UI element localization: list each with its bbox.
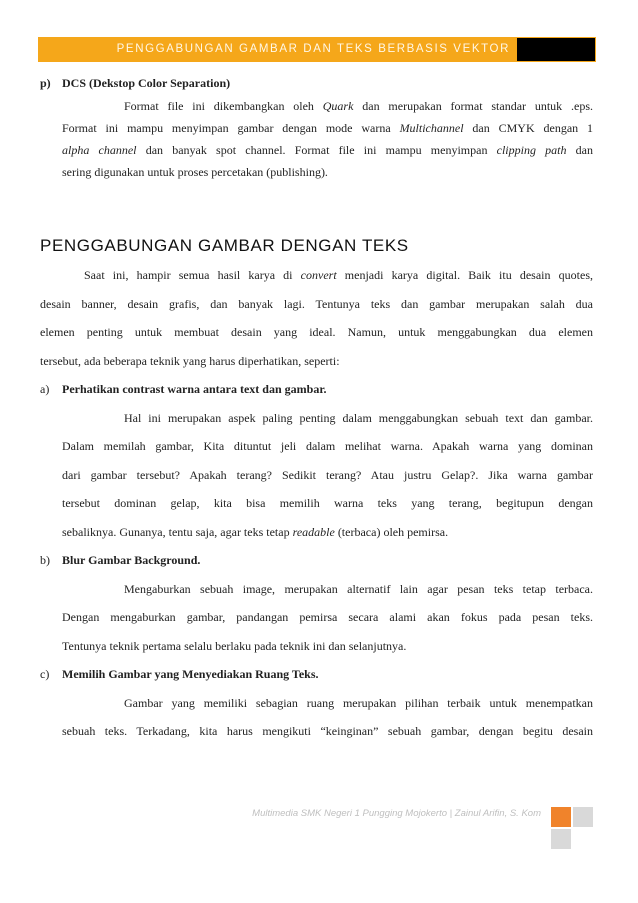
header-black-box — [516, 37, 596, 62]
section-title: PENGGABUNGAN GAMBAR DENGAN TEKS — [40, 236, 409, 255]
footer-text: Multimedia SMK Negeri 1 Pungging Mojokerto | Zainul Arifin, S. Kom — [252, 808, 541, 819]
item-c-label: c) — [40, 667, 50, 681]
item-c-heading — [40, 660, 593, 689]
paragraph-line: sebuah teks. Terkadang, kita harus mengikuti “keinginan” sebuah gambar, dengan begitu desain — [62, 724, 593, 738]
item-p-body — [40, 95, 593, 183]
item-a-title: Perhatikan contrast warna antara text dan gambar. — [62, 382, 327, 396]
footer-grey-square — [551, 829, 571, 849]
item-c — [40, 660, 593, 746]
item-p-title: DCS (Dekstop Color Separation) — [62, 76, 231, 90]
paragraph-line: Dengan mengaburkan gambar, pandangan pemirsa secara alami akan fokus pada pesan teks. — [62, 610, 593, 624]
item-a-label: a) — [40, 382, 50, 396]
item-b-label: b) — [40, 553, 50, 567]
paragraph-line: desain banner, desain grafis, dan banyak lagi. Tentunya teks dan gambar merupakan salah dua — [40, 296, 593, 311]
page-content — [40, 71, 593, 746]
item-b — [40, 546, 593, 660]
paragraph-line: Saat ini, hampir semua hasil karya di convert menjadi karya digital. Baik itu desain quotes, — [84, 268, 593, 282]
item-a-body — [40, 404, 593, 547]
item-c-body — [40, 689, 593, 746]
paragraph-line: tersebut, ada beberapa teknik yang harus diperhatikan, seperti: — [40, 353, 340, 368]
header-band — [38, 37, 596, 62]
paragraph-line: sering digunakan untuk proses percetakan (publishing). — [62, 165, 328, 179]
paragraph-line: dari gambar tersebut? Apakah terang? Sedikit terang? Atau justru Gelap?. Jika warna gambar — [62, 467, 593, 482]
paragraph-line: Mengaburkan sebuah image, merupakan alternatif lain agar pesan teks tetap terbaca. — [124, 581, 593, 596]
paragraph-line: alpha channel dan banyak spot channel. Format file ini mampu menyimpan clipping path dan — [62, 143, 594, 157]
paragraph-line: sebaliknya. Gunanya, tentu saja, agar teks tetap readable (terbaca) oleh pemirsa. — [62, 524, 449, 539]
paragraph-line: Tentunya teknik pertama selalu berlaku pada teknik ini dan selanjutnya. — [62, 638, 407, 653]
footer-grey-square — [573, 807, 593, 827]
item-b-title: Blur Gambar Background. — [62, 553, 201, 567]
item-b-body — [40, 575, 593, 661]
section-intro — [40, 261, 593, 375]
header-title: PENGGABUNGAN GAMBAR DAN TEKS BERBASIS VEKTOR — [116, 43, 510, 55]
item-a-heading — [40, 375, 593, 404]
paragraph-line: Format file ini dikembangkan oleh Quark dan merupakan format standar untuk .eps. — [124, 99, 593, 113]
footer-orange-square — [551, 807, 571, 827]
paragraph-line: Hal ini merupakan aspek paling penting dalam menggabungkan sebuah text dan gambar. — [124, 410, 593, 425]
paragraph-line: elemen penting untuk membuat desain yang ideal. Namun, untuk menggabungkan dua elemen — [40, 325, 593, 339]
item-p-heading — [40, 71, 593, 95]
item-c-title: Memilih Gambar yang Menyediakan Ruang Teks. — [62, 667, 319, 681]
item-p — [40, 71, 593, 183]
item-a — [40, 375, 593, 546]
paragraph-line: Format ini mampu menyimpan gambar dengan mode warna Multichannel dan CMYK dengan 1 — [62, 121, 594, 135]
item-b-heading — [40, 546, 593, 575]
paragraph-line: Gambar yang memiliki sebagian ruang merupakan pilihan terbaik untuk menempatkan — [124, 695, 593, 710]
item-p-label: p) — [40, 76, 51, 90]
paragraph-line: Dalam memilah gambar, Kita dituntut jeli dalam melihat warna. Apakah warna yang dominan — [62, 439, 593, 453]
paragraph-line: tersebut dominan gelap, kita bisa memilih warna teks yang terang, begitupun dengan — [62, 496, 593, 510]
